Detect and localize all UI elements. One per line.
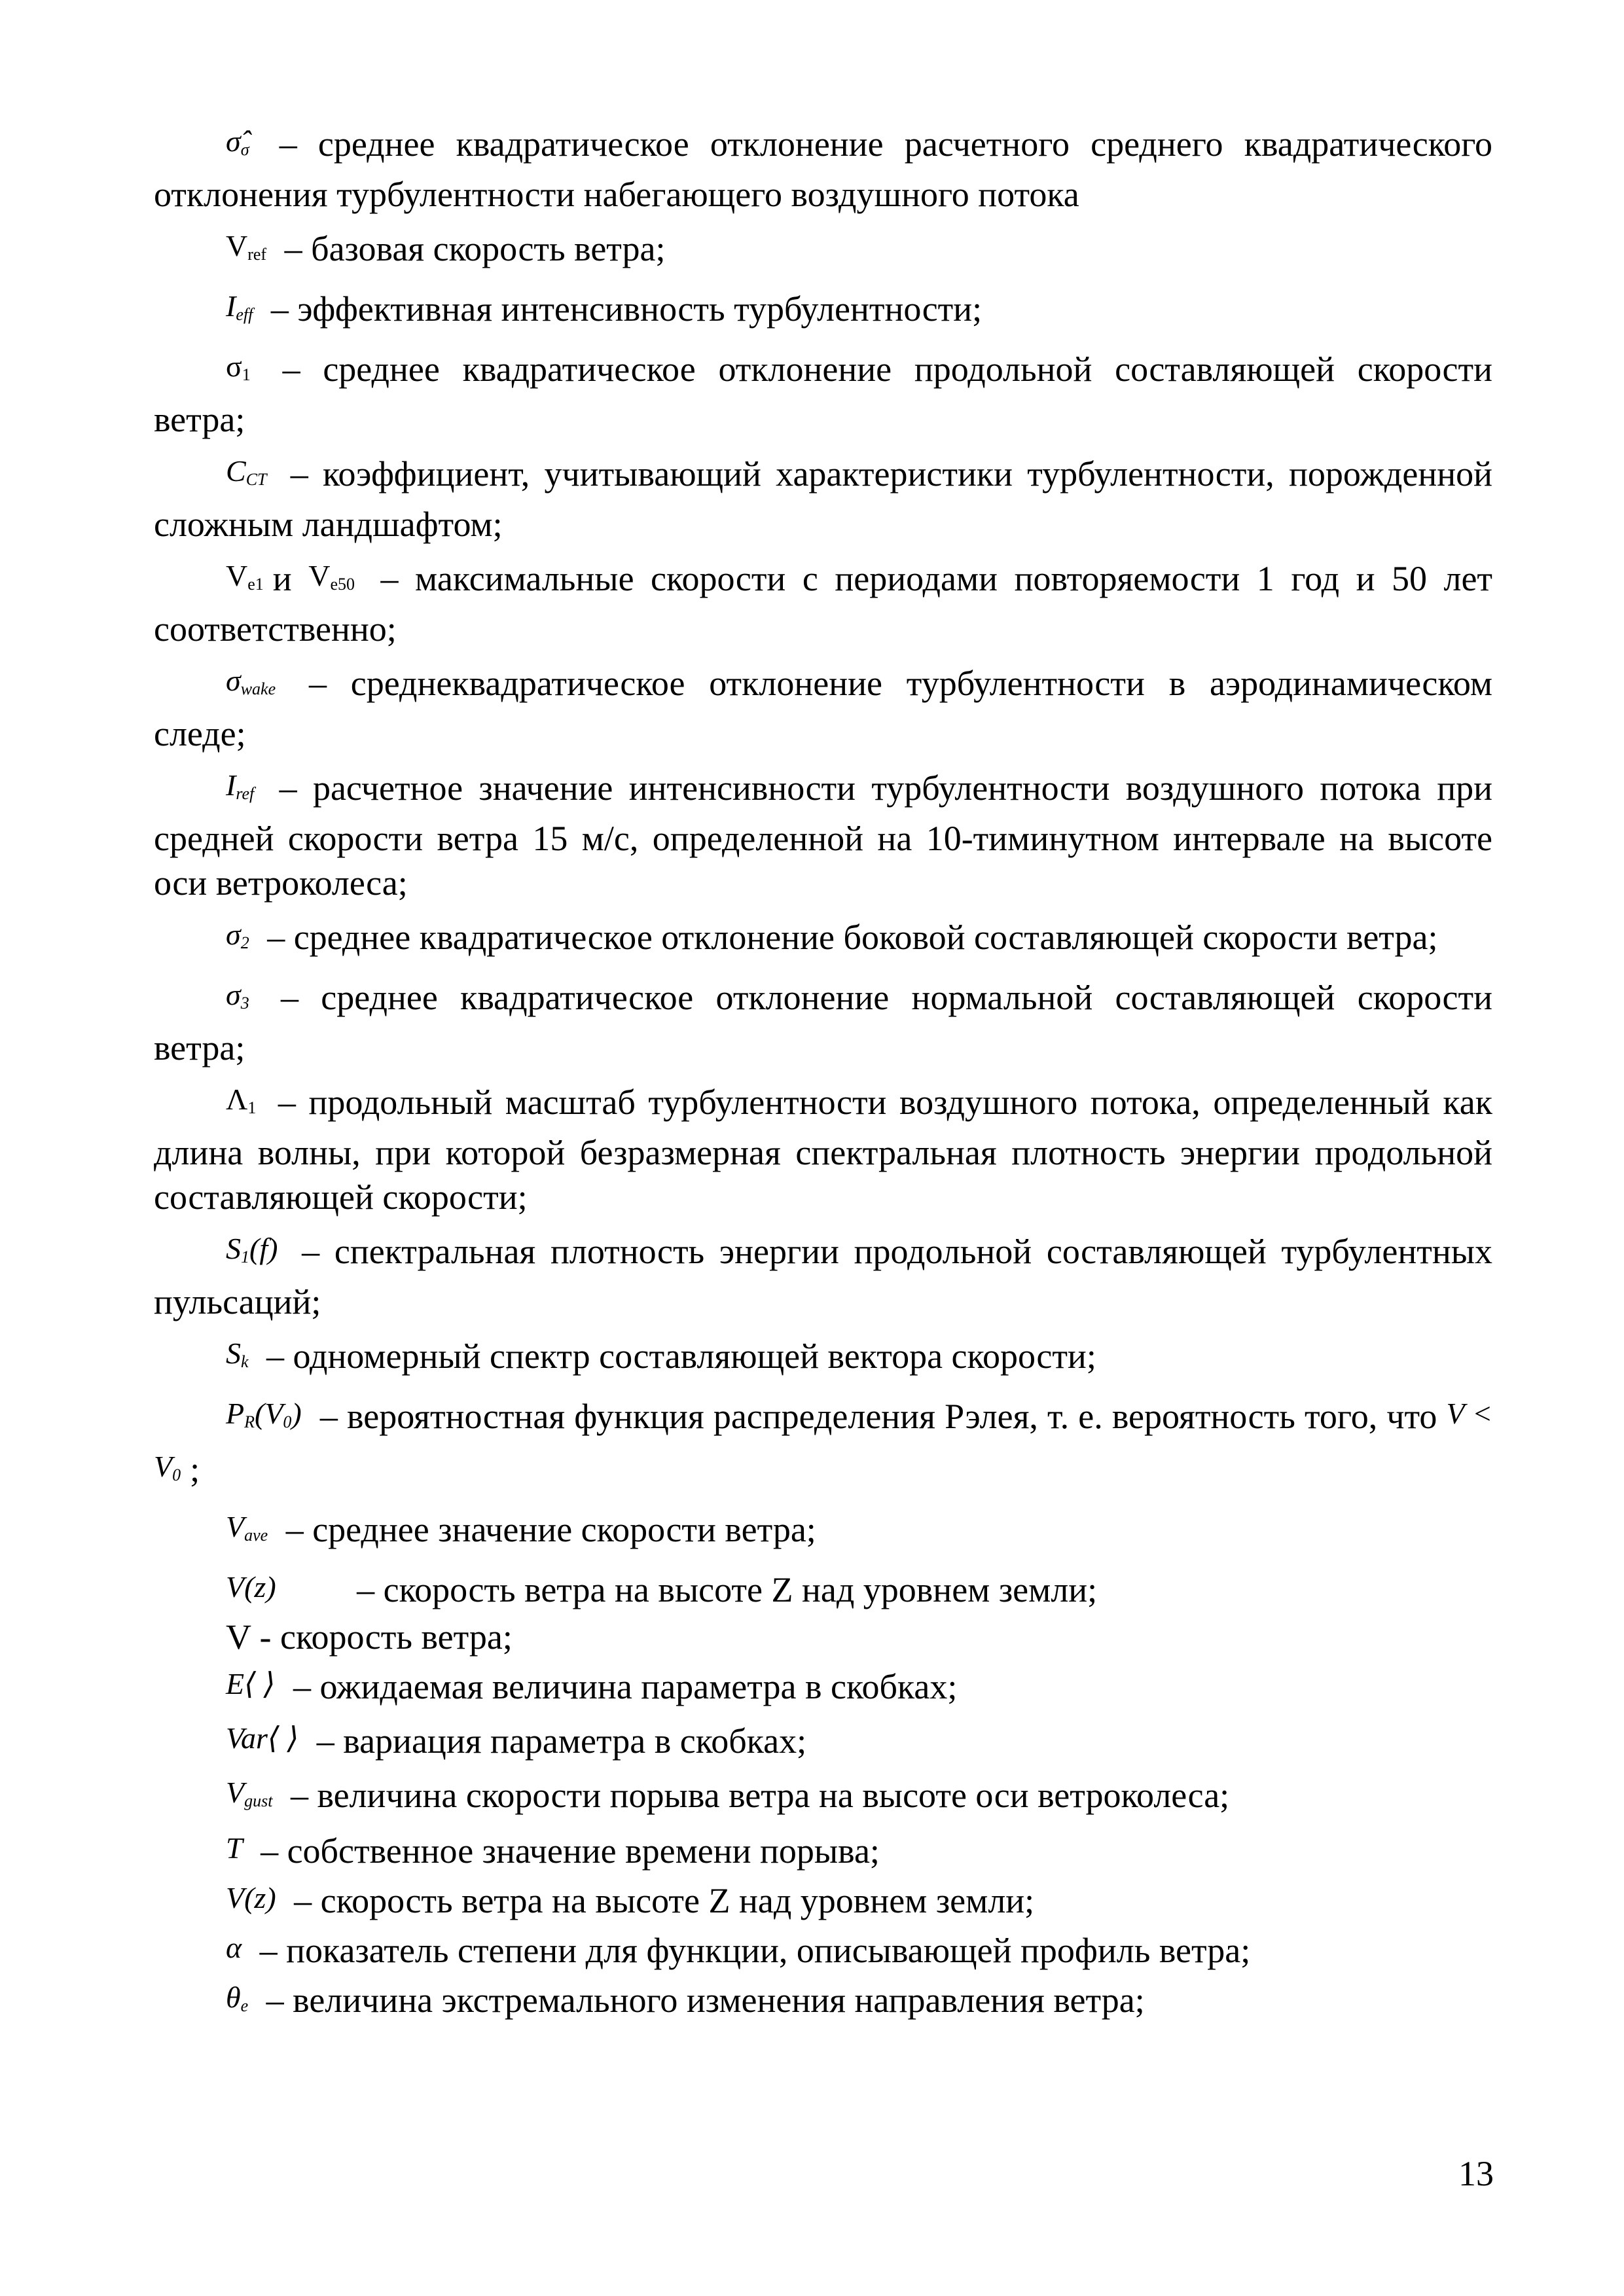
formula-end: ;	[190, 1450, 200, 1489]
symbol: $\sigma_2$	[226, 918, 249, 952]
definition: – величина скорости порыва ветра на высоте оси ветроколеса;	[290, 1776, 1230, 1815]
symbol: $S_1(f)$	[226, 1232, 278, 1266]
notation-entry	[154, 119, 1492, 217]
symbol: Var⟨ ⟩	[226, 1721, 299, 1755]
notation-entry	[154, 224, 1492, 277]
notation-entry	[154, 1662, 1492, 1709]
definition: – собственное значение времени порыва;	[261, 1831, 880, 1871]
symbol: T	[226, 1831, 243, 1865]
symbol: $V_{ref}$	[226, 229, 267, 264]
symbol: $\theta_e$	[226, 1981, 249, 2015]
symbol-2: $V_{e50}$	[308, 559, 355, 594]
symbol: $I_{eff}$	[226, 289, 253, 324]
notation-entry	[154, 763, 1492, 905]
definition: – вероятностная функция распределения Рэлея, т. е. вероятность того, что	[319, 1397, 1437, 1436]
symbol: α	[226, 1931, 242, 1964]
symbol: $\sigma_1$	[226, 350, 251, 384]
definition: – продольный масштаб турбулентности воздушного потока, определенный как длина волны, при которой безразмерная спектральная плотность энергии продольной составляющей скорости;	[154, 1083, 1492, 1217]
inline-formula: $V < V_0$	[154, 1397, 1493, 1484]
notation-entry	[154, 284, 1492, 337]
definition: – ожидаемая величина параметра в скобках;	[293, 1667, 958, 1706]
notation-entry	[154, 1826, 1492, 1873]
symbol: $P_R(V_0)$	[226, 1397, 302, 1431]
symbol: $C_{CT}$	[226, 454, 267, 489]
symbol: $V_{e1}$	[226, 559, 264, 594]
notation-entry	[154, 1565, 1492, 1612]
symbol: V(z)	[226, 1881, 276, 1914]
notation-entry	[154, 912, 1492, 965]
notation-entry	[154, 1975, 1492, 2028]
notation-entry	[154, 1227, 1492, 1324]
notation-entry	[154, 449, 1492, 547]
definition: – максимальные скорости с периодами повторяемости 1 год и 50 лет соответственно;	[154, 559, 1493, 649]
symbol: $\sigma_{wake}$	[226, 664, 276, 698]
symbol: $I_{ref}$	[226, 768, 255, 803]
notation-entry	[154, 1770, 1492, 1823]
notation-entry	[154, 344, 1492, 442]
notation-entry	[154, 554, 1492, 651]
symbol: $\sigma_3$	[226, 978, 249, 1013]
notation-entry	[154, 973, 1492, 1070]
notation-entry	[154, 1077, 1492, 1219]
notation-entry	[154, 1331, 1492, 1384]
definition: – величина экстремального изменения направления ветра;	[266, 1981, 1145, 2020]
definition: – среднее значение скорости ветра;	[285, 1510, 816, 1549]
definition: – среднее квадратическое отклонение боковой составляющей скорости ветра;	[267, 918, 1438, 957]
definition: – базовая скорость ветра;	[284, 229, 666, 268]
notation-entry	[154, 658, 1492, 756]
definition: – скорость ветра на высоте Z над уровнем земли;	[357, 1570, 1098, 1609]
notation-entry	[154, 1876, 1492, 1923]
notation-entry	[154, 1716, 1492, 1763]
page-number: 13	[1458, 2154, 1494, 2193]
symbol: $\sigmâ_\sigma$	[226, 124, 249, 159]
definition: – одномерный спектр составляющей вектора скорости;	[266, 1336, 1096, 1376]
symbol: V(z)	[226, 1570, 276, 1604]
definition: – среднеквадратическое отклонение турбулентности в аэродинамическом следе;	[154, 664, 1492, 753]
definition: – спектральная плотность энергии продольной составляющей турбулентных пульсаций;	[154, 1232, 1493, 1321]
symbol: $\Lambda_1$	[226, 1083, 257, 1117]
definition: – среднее квадратическое отклонение продольной составляющей скорости ветра;	[154, 350, 1493, 439]
notation-entry	[154, 1505, 1492, 1558]
notation-list	[154, 119, 1492, 2031]
definition: – расчетное значение интенсивности турбулентности воздушного потока при средней скорости ветра 15 м/с, определенной на 10-тиминутном интервале на высоте оси ветроколеса;	[154, 768, 1492, 903]
definition: – среднее квадратическое отклонение нормальной составляющей скорости ветра;	[154, 978, 1493, 1067]
definition: V - скорость ветра;	[226, 1617, 513, 1657]
conjunction: и	[272, 559, 292, 598]
definition: – скорость ветра на высоте Z над уровнем земли;	[294, 1881, 1035, 1920]
symbol: E⟨ ⟩	[226, 1667, 276, 1700]
definition: – эффективная интенсивность турбулентности;	[270, 289, 983, 329]
notation-entry	[154, 1391, 1492, 1498]
notation-entry	[154, 1615, 1492, 1659]
symbol: $V_{gust}$	[226, 1776, 273, 1810]
definition: – вариация параметра в скобках;	[316, 1721, 807, 1761]
definition: – коэффициент, учитывающий характеристики турбулентности, порожденной сложным ландшафтом;	[154, 454, 1493, 544]
definition: – среднее квадратическое отклонение расчетного среднего квадратического отклонения турбулентности набегающего воздушного потока	[154, 124, 1492, 214]
symbol: $S_k$	[226, 1336, 249, 1371]
notation-entry	[154, 1926, 1492, 1973]
definition: – показатель степени для функции, описывающей профиль ветра;	[259, 1931, 1251, 1970]
symbol: $V_{ave}$	[226, 1510, 268, 1545]
